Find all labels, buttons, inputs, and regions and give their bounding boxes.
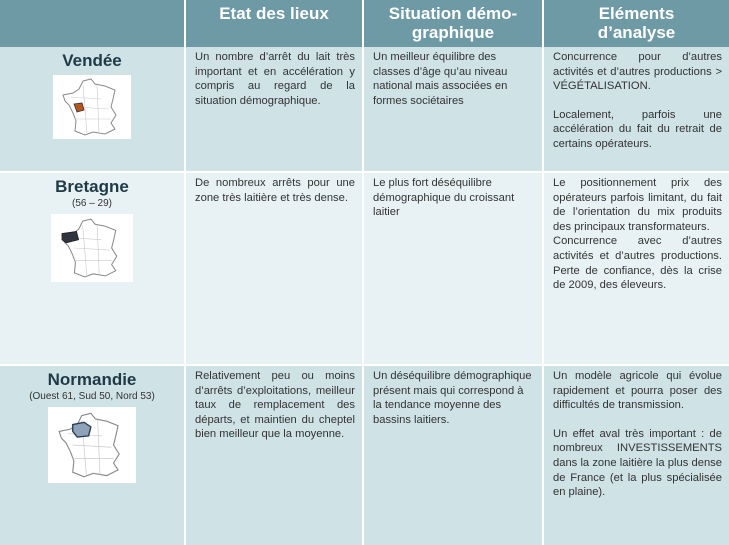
region-subtitle-bretagne: (56 – 29) <box>71 198 113 209</box>
header-situation-demographique <box>364 0 544 47</box>
france-map-icon <box>59 217 125 279</box>
header-etat-label: Etat des lieux <box>219 4 329 23</box>
header-elements-line2: d’analyse <box>597 23 676 42</box>
region-name-bretagne: Bretagne <box>55 177 129 196</box>
etat-normandie: Relativement peu ou moins d’arrêts d’exploitations, meilleur taux de remplacement des départs, et maintien du cheptel bien meilleur que la moyenne. <box>186 366 364 545</box>
elements-normandie-p2: Un effet aval très important : de nombreux INVESTISSEMENTS dans la zone laitière la plus dense de France (et la plus spécialisée en plaine). <box>553 427 722 499</box>
region-cell-normandie <box>0 366 186 545</box>
header-elements-analyse <box>544 0 729 47</box>
france-map-normandie <box>48 407 136 483</box>
elements-bretagne-p2: Concurrence avec d’autres activités et d’autres productions. Perte de confiance, dès la crise de 2009, des éleveurs. <box>553 235 722 292</box>
header-elements-line1: Eléments <box>598 4 675 23</box>
header-blank-cell <box>0 0 186 47</box>
map-highlight-normandie <box>73 422 91 437</box>
paragraph-gap <box>553 413 722 427</box>
elements-bretagne <box>544 173 729 366</box>
header-situation-line2: graphique <box>411 23 495 42</box>
situation-normandie: Un déséquilibre démographique présent mais qui correspond à la tendance moyenne des bassins laitiers. <box>364 366 544 545</box>
france-map-bretagne <box>51 214 133 282</box>
situation-vendee: Un meilleur équilibre des classes d’âge qu’au niveau national mais associées en formes sociétaires <box>364 47 544 173</box>
france-map-icon <box>61 77 123 137</box>
paragraph-gap <box>553 94 722 108</box>
france-map-vendee <box>53 75 131 139</box>
france-map-icon <box>56 411 128 479</box>
region-subtitle-normandie: (Ouest 61, Sud 50, Nord 53) <box>29 391 155 402</box>
header-etat-des-lieux <box>186 0 364 47</box>
etat-vendee: Un nombre d’arrêt du lait très important et en accélération y compris au regard de la situation démographique. <box>186 47 364 173</box>
elements-vendee-p1: Concurrence pour d’autres activités et d’autres productions > VÉGÉTALISATION. <box>553 51 722 93</box>
elements-vendee-p2: Localement, parfois une accélération du fait du retrait de certains opérateurs. <box>553 108 722 150</box>
elements-normandie-p1: Un modèle agricole qui évolue rapidement et pourra poser des difficultés de transmission. <box>553 370 722 412</box>
region-name-vendee: Vendée <box>62 51 122 70</box>
elements-vendee <box>544 47 729 173</box>
region-name-normandie: Normandie <box>47 370 137 389</box>
situation-bretagne: Le plus fort déséquilibre démographique du croissant laitier <box>364 173 544 366</box>
header-situation-line1: Situation démo- <box>388 4 518 23</box>
elements-normandie <box>544 366 729 545</box>
region-cell-bretagne <box>0 173 186 366</box>
elements-bretagne-p1: Le positionnement prix des opérateurs parfois limitant, du fait de l’orientation du mix produits des principaux transformateurs. <box>553 177 722 233</box>
region-cell-vendee <box>0 47 186 173</box>
etat-bretagne: De nombreux arrêts pour une zone très laitière et très dense. <box>186 173 364 366</box>
